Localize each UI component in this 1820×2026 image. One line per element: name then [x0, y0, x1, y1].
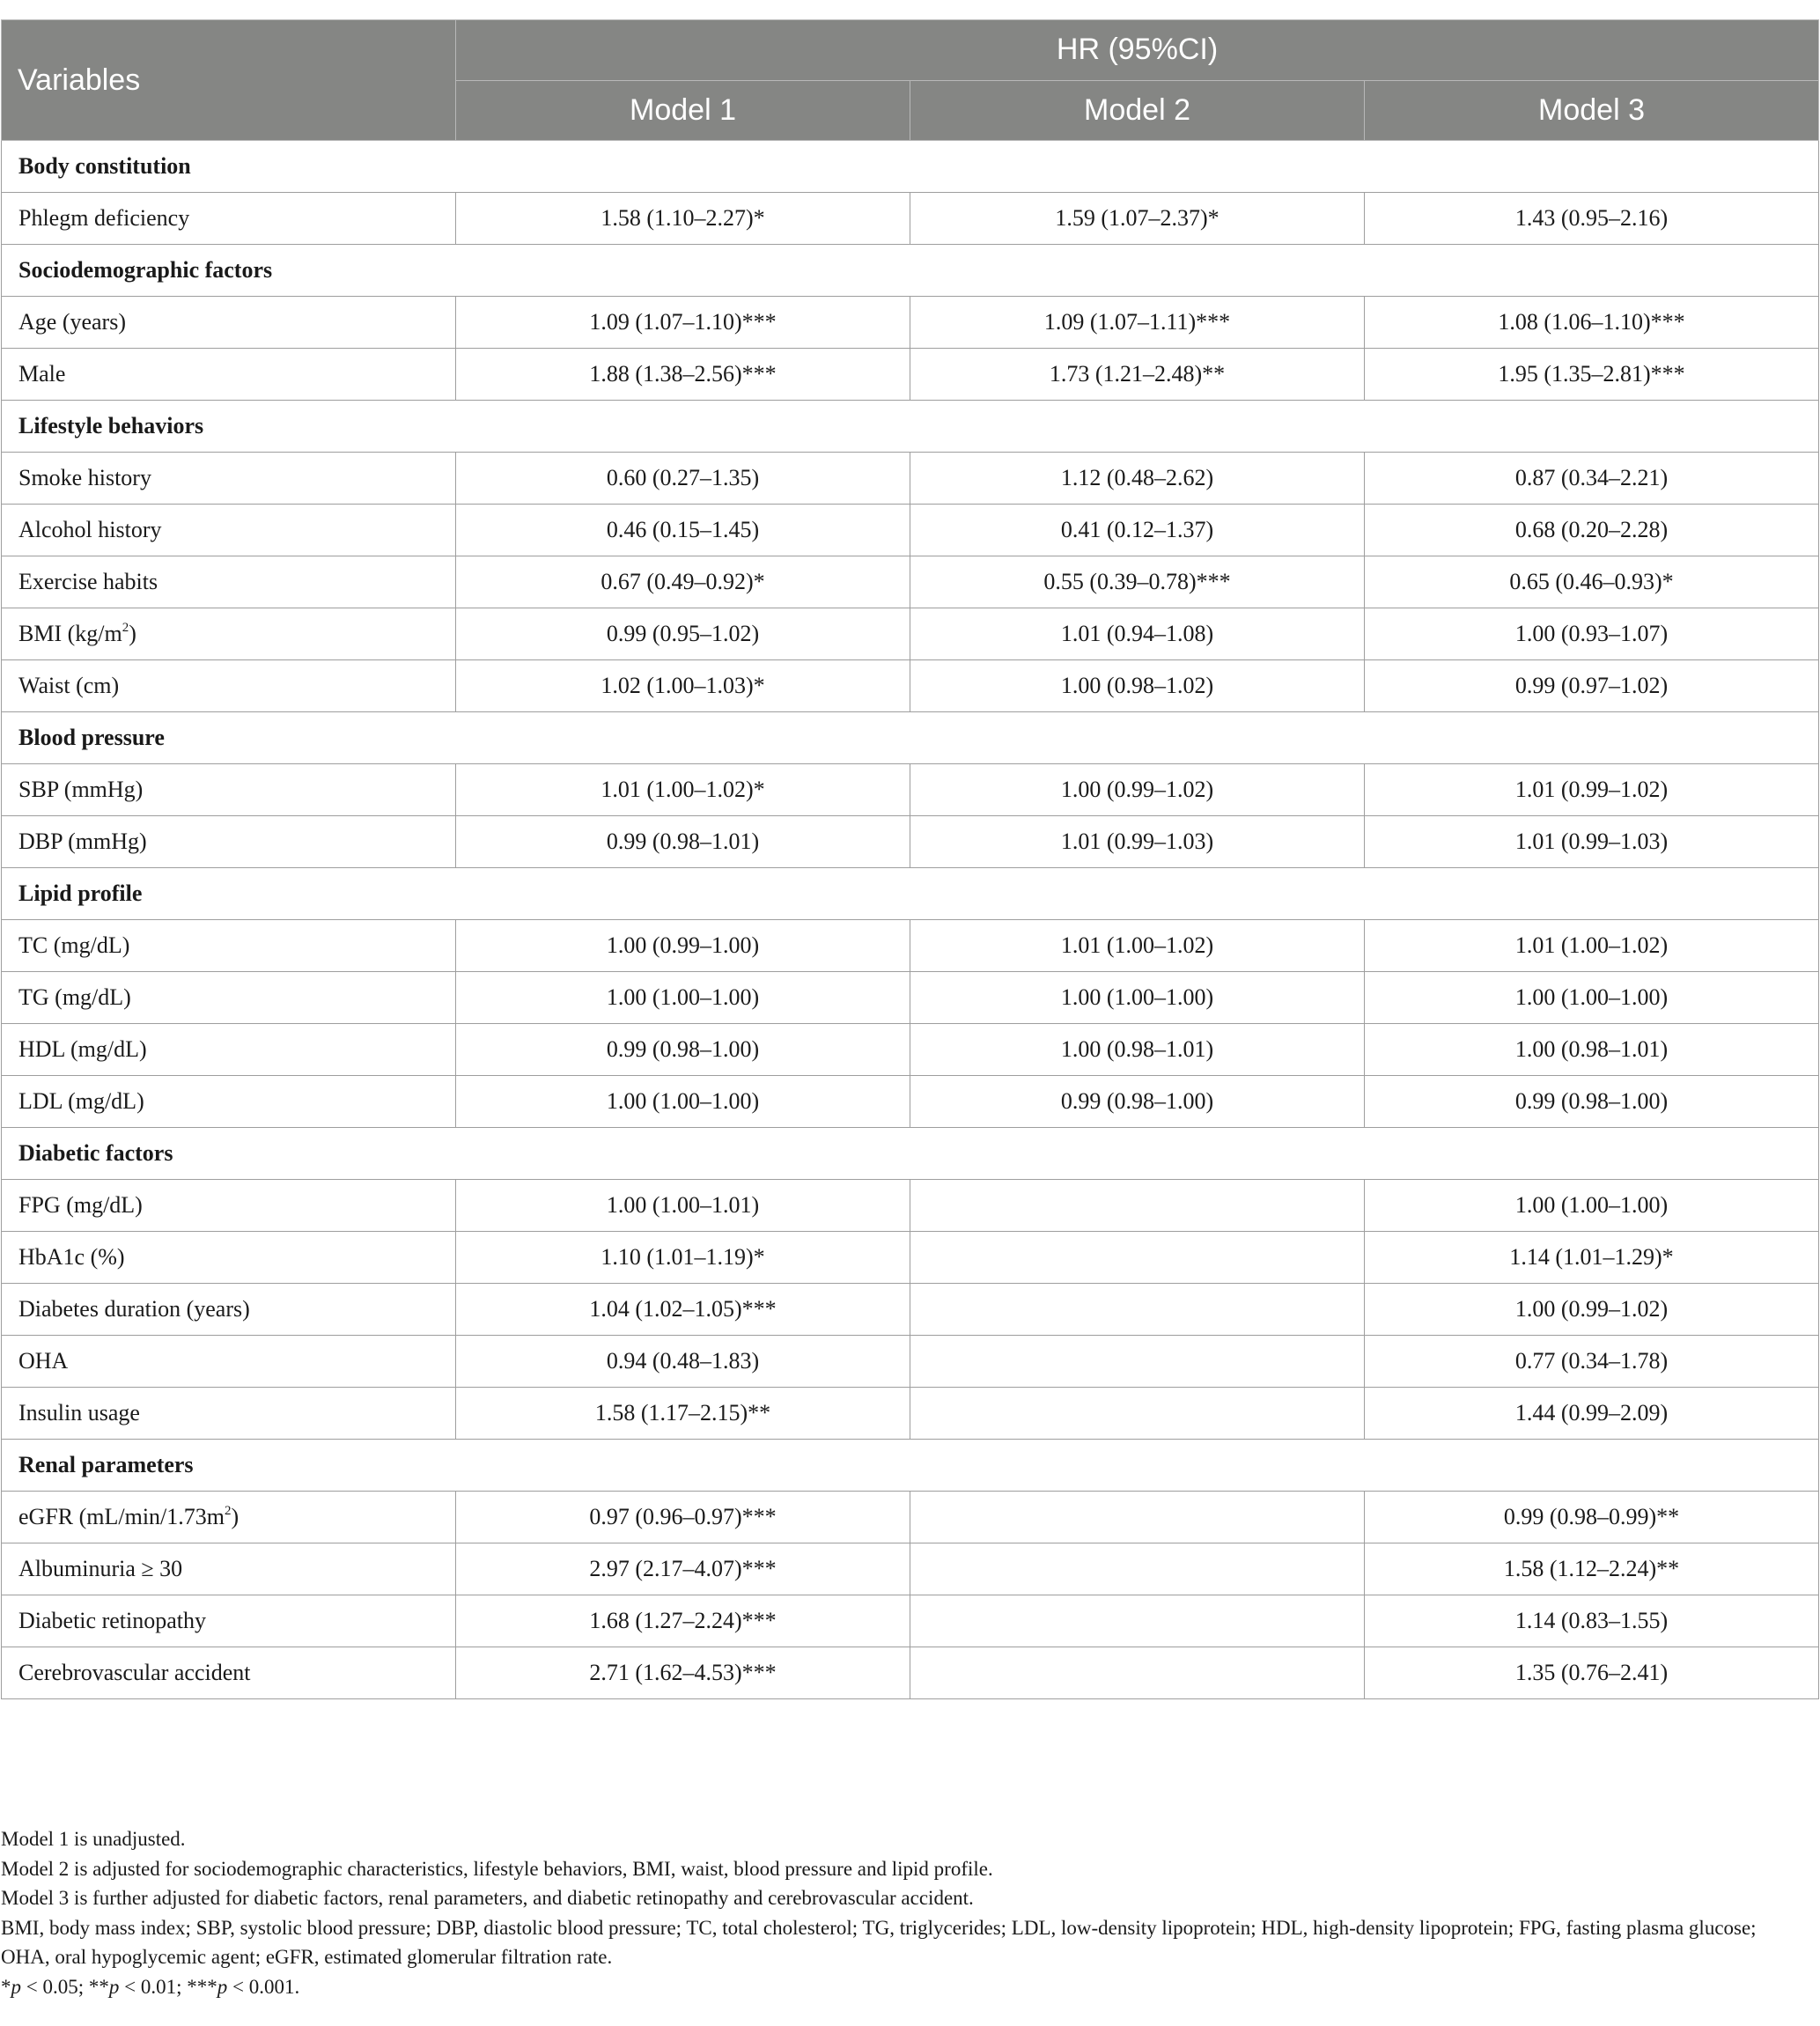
variable-cell [2, 1232, 456, 1284]
model-1-cell: 1.00 (1.00–1.00) [456, 1076, 910, 1128]
section-heading: Lifestyle behaviors [2, 401, 1819, 453]
variables-header: Variables [2, 20, 456, 141]
table-row [2, 1595, 1819, 1647]
variable-cell [2, 193, 456, 245]
model-2-cell: 1.00 (1.00–1.00) [910, 972, 1365, 1024]
model-2-cell: 0.41 (0.12–1.37) [910, 505, 1365, 556]
variable-label: HbA1c (%) [18, 1244, 125, 1270]
table-row [2, 1543, 1819, 1595]
model-2-cell: 1.01 (1.00–1.02) [910, 920, 1365, 972]
variable-label: Diabetes duration (years) [18, 1296, 250, 1322]
variable-label: Cerebrovascular accident [18, 1660, 251, 1685]
model-1-cell: 1.01 (1.00–1.02)* [456, 764, 910, 816]
model-2-cell: 1.59 (1.07–2.37)* [910, 193, 1365, 245]
table-row [2, 556, 1819, 608]
model-1-cell: 1.88 (1.38–2.56)*** [456, 349, 910, 401]
table-row [2, 505, 1819, 556]
model-2-cell: 1.09 (1.07–1.11)*** [910, 297, 1365, 349]
variable-label: Male [18, 361, 66, 387]
model-2-cell [910, 1336, 1365, 1388]
table-row [2, 1336, 1819, 1388]
model-1-cell: 0.99 (0.98–1.00) [456, 1024, 910, 1076]
model-1-cell: 1.00 (1.00–1.01) [456, 1180, 910, 1232]
variable-label: HDL (mg/dL) [18, 1036, 147, 1062]
variable-cell [2, 1647, 456, 1699]
model-2-cell [910, 1180, 1365, 1232]
footnote-abbreviations: BMI, body mass index; SBP, systolic blood pressure; DBP, diastolic blood pressure; TC, total cholesterol; TG, triglycerides; LDL, low-density lipoprotein; HDL, high-density lipoprotein; FPG, fasting plasma glucose; OHA, oral hypoglycemic agent; eGFR, estimated glomerular filtration rate. [1, 1916, 1757, 1969]
variable-cell [2, 505, 456, 556]
variable-label: TG (mg/dL) [18, 984, 131, 1010]
table-body [2, 141, 1819, 1699]
model-1-cell: 1.10 (1.01–1.19)* [456, 1232, 910, 1284]
variable-cell [2, 1492, 456, 1543]
table-row [2, 1647, 1819, 1699]
model-3-cell: 1.00 (0.93–1.07) [1365, 608, 1819, 660]
model-1-cell: 0.60 (0.27–1.35) [456, 453, 910, 505]
sig-threshold: < 0.001. [227, 1975, 300, 1998]
model-3-cell: 1.08 (1.06–1.10)*** [1365, 297, 1819, 349]
variable-label: SBP (mmHg) [18, 777, 144, 802]
model-1-cell: 1.09 (1.07–1.10)*** [456, 297, 910, 349]
model-2-cell: 0.55 (0.39–0.78)*** [910, 556, 1365, 608]
table-header [2, 20, 1819, 141]
hr-group-header: HR (95%CI) [456, 20, 1819, 81]
unit-superscript: 2 [122, 621, 129, 635]
model-2-header: Model 2 [910, 80, 1365, 141]
table-row [2, 764, 1819, 816]
variable-cell [2, 816, 456, 868]
variable-label: Phlegm deficiency [18, 205, 190, 231]
section-row [2, 712, 1819, 764]
variable-label: Waist (cm) [18, 673, 120, 698]
variable-label-tail: ) [231, 1504, 239, 1529]
section-heading: Blood pressure [2, 712, 1819, 764]
table-row [2, 297, 1819, 349]
variable-label: Smoke history [18, 465, 151, 490]
variable-cell [2, 972, 456, 1024]
variable-cell [2, 1076, 456, 1128]
variable-label: Insulin usage [18, 1400, 140, 1426]
model-3-cell: 1.58 (1.12–2.24)** [1365, 1543, 1819, 1595]
model-3-cell: 0.77 (0.34–1.78) [1365, 1336, 1819, 1388]
model-3-cell: 0.99 (0.98–0.99)** [1365, 1492, 1819, 1543]
table-row [2, 1492, 1819, 1543]
table-row [2, 453, 1819, 505]
hazard-ratio-table [1, 19, 1819, 1699]
table-row [2, 920, 1819, 972]
variable-cell [2, 764, 456, 816]
table-row [2, 1388, 1819, 1440]
model-3-header: Model 3 [1365, 80, 1819, 141]
model-2-cell: 1.01 (0.99–1.03) [910, 816, 1365, 868]
model-3-cell: 1.44 (0.99–2.09) [1365, 1388, 1819, 1440]
table-row [2, 608, 1819, 660]
variable-cell [2, 1336, 456, 1388]
model-1-cell: 1.02 (1.00–1.03)* [456, 660, 910, 712]
section-heading: Sociodemographic factors [2, 245, 1819, 297]
model-2-cell: 1.00 (0.98–1.01) [910, 1024, 1365, 1076]
variable-label: Albuminuria ≥ 30 [18, 1556, 183, 1581]
sig-threshold: < 0.01; [119, 1975, 188, 1998]
variable-label: BMI (kg/m [18, 621, 122, 646]
model-3-cell: 1.14 (0.83–1.55) [1365, 1595, 1819, 1647]
variable-cell [2, 556, 456, 608]
model-2-cell: 1.12 (0.48–2.62) [910, 453, 1365, 505]
model-1-cell: 1.58 (1.10–2.27)* [456, 193, 910, 245]
section-row [2, 141, 1819, 193]
variable-label: TC (mg/dL) [18, 932, 130, 958]
model-3-cell: 1.00 (1.00–1.00) [1365, 1180, 1819, 1232]
table-row [2, 1180, 1819, 1232]
variable-label: Diabetic retinopathy [18, 1608, 206, 1633]
variable-cell [2, 297, 456, 349]
model-3-cell: 1.01 (0.99–1.02) [1365, 764, 1819, 816]
model-2-cell [910, 1284, 1365, 1336]
variable-label-tail: ) [129, 621, 136, 646]
section-row [2, 245, 1819, 297]
model-2-cell [910, 1543, 1365, 1595]
table-row [2, 1284, 1819, 1336]
section-heading: Lipid profile [2, 868, 1819, 920]
table-row [2, 1232, 1819, 1284]
model-2-cell [910, 1388, 1365, 1440]
variable-cell [2, 1543, 456, 1595]
model-1-cell: 0.99 (0.95–1.02) [456, 608, 910, 660]
sig-mark: *** [187, 1975, 217, 1998]
model-3-cell: 1.43 (0.95–2.16) [1365, 193, 1819, 245]
model-2-cell [910, 1232, 1365, 1284]
model-2-cell [910, 1647, 1365, 1699]
model-3-cell: 1.01 (1.00–1.02) [1365, 920, 1819, 972]
p-symbol: p [108, 1975, 120, 1998]
model-3-cell: 0.99 (0.97–1.02) [1365, 660, 1819, 712]
model-1-header: Model 1 [456, 80, 910, 141]
model-1-cell: 2.71 (1.62–4.53)*** [456, 1647, 910, 1699]
model-1-cell: 2.97 (2.17–4.07)*** [456, 1543, 910, 1595]
model-3-cell: 0.99 (0.98–1.00) [1365, 1076, 1819, 1128]
model-1-cell: 0.46 (0.15–1.45) [456, 505, 910, 556]
table-row [2, 1076, 1819, 1128]
model-3-cell: 0.87 (0.34–2.21) [1365, 453, 1819, 505]
model-2-cell: 1.01 (0.94–1.08) [910, 608, 1365, 660]
section-heading: Body constitution [2, 141, 1819, 193]
variable-cell [2, 1024, 456, 1076]
variable-cell [2, 608, 456, 660]
footnote-significance [1, 1972, 1806, 2002]
model-2-cell: 1.00 (0.98–1.02) [910, 660, 1365, 712]
variable-label: FPG (mg/dL) [18, 1192, 143, 1218]
p-symbol: p [217, 1975, 228, 1998]
variable-cell [2, 453, 456, 505]
model-3-cell: 1.95 (1.35–2.81)*** [1365, 349, 1819, 401]
variable-cell [2, 920, 456, 972]
footnote-model-3: Model 3 is further adjusted for diabetic factors, renal parameters, and diabetic retinopathy and cerebrovascular accident. [1, 1887, 974, 1910]
sig-mark: ** [88, 1975, 109, 1998]
variable-cell [2, 1284, 456, 1336]
model-2-cell: 1.73 (1.21–2.48)** [910, 349, 1365, 401]
footnote-model-1: Model 1 is unadjusted. [1, 1828, 186, 1850]
model-3-cell: 1.35 (0.76–2.41) [1365, 1647, 1819, 1699]
table-row [2, 972, 1819, 1024]
variable-cell [2, 1180, 456, 1232]
model-1-cell: 1.04 (1.02–1.05)*** [456, 1284, 910, 1336]
model-3-cell: 1.01 (0.99–1.03) [1365, 816, 1819, 868]
section-row [2, 401, 1819, 453]
variable-cell [2, 1388, 456, 1440]
model-3-cell: 1.00 (0.99–1.02) [1365, 1284, 1819, 1336]
sig-threshold: < 0.05; [21, 1975, 89, 1998]
model-2-cell: 1.00 (0.99–1.02) [910, 764, 1365, 816]
variable-label: OHA [18, 1348, 69, 1374]
p-symbol: p [11, 1975, 21, 1998]
table-row [2, 193, 1819, 245]
model-1-cell: 0.67 (0.49–0.92)* [456, 556, 910, 608]
model-3-cell: 1.00 (1.00–1.00) [1365, 972, 1819, 1024]
variable-label: LDL (mg/dL) [18, 1088, 144, 1114]
variable-label: Alcohol history [18, 517, 162, 542]
variable-cell [2, 1595, 456, 1647]
model-3-cell: 1.00 (0.98–1.01) [1365, 1024, 1819, 1076]
model-3-cell: 0.65 (0.46–0.93)* [1365, 556, 1819, 608]
section-row [2, 868, 1819, 920]
variable-cell [2, 349, 456, 401]
variable-cell [2, 660, 456, 712]
table-row [2, 1024, 1819, 1076]
model-1-cell: 1.58 (1.17–2.15)** [456, 1388, 910, 1440]
table-row [2, 660, 1819, 712]
variable-label: Age (years) [18, 309, 126, 335]
table-footnotes [1, 1824, 1806, 2002]
variable-label: eGFR (mL/min/1.73m [18, 1504, 225, 1529]
model-1-cell: 0.99 (0.98–1.01) [456, 816, 910, 868]
section-row [2, 1128, 1819, 1180]
footnote-model-2: Model 2 is adjusted for sociodemographic characteristics, lifestyle behaviors, BMI, waist, blood pressure and lipid profile. [1, 1857, 993, 1880]
table-row [2, 349, 1819, 401]
table-row [2, 816, 1819, 868]
model-1-cell: 0.97 (0.96–0.97)*** [456, 1492, 910, 1543]
section-heading: Renal parameters [2, 1440, 1819, 1492]
variable-label: DBP (mmHg) [18, 829, 147, 854]
model-1-cell: 0.94 (0.48–1.83) [456, 1336, 910, 1388]
sig-mark: * [1, 1975, 11, 1998]
model-2-cell [910, 1595, 1365, 1647]
model-3-cell: 0.68 (0.20–2.28) [1365, 505, 1819, 556]
section-row [2, 1440, 1819, 1492]
model-1-cell: 1.00 (0.99–1.00) [456, 920, 910, 972]
variable-label: Exercise habits [18, 569, 158, 594]
unit-superscript: 2 [225, 1504, 232, 1518]
model-2-cell [910, 1492, 1365, 1543]
model-1-cell: 1.00 (1.00–1.00) [456, 972, 910, 1024]
model-1-cell: 1.68 (1.27–2.24)*** [456, 1595, 910, 1647]
model-2-cell: 0.99 (0.98–1.00) [910, 1076, 1365, 1128]
section-heading: Diabetic factors [2, 1128, 1819, 1180]
model-3-cell: 1.14 (1.01–1.29)* [1365, 1232, 1819, 1284]
